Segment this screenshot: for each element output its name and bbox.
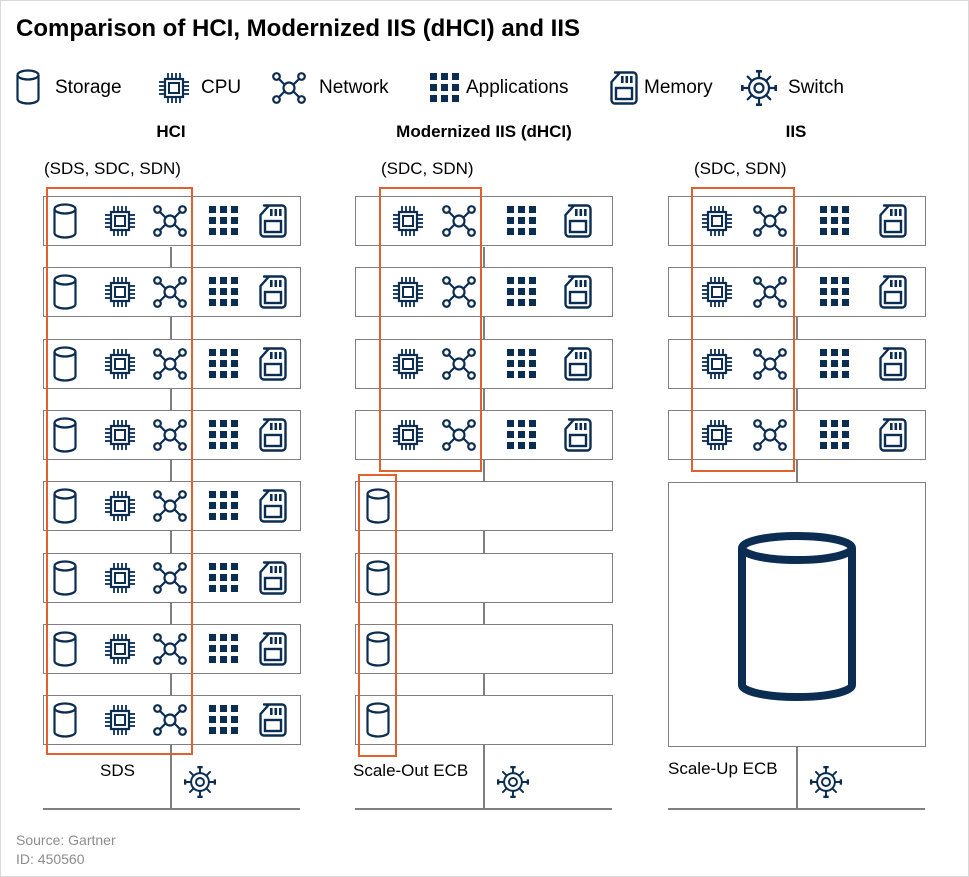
memory-icon [259, 561, 287, 595]
iis-base-line [668, 808, 925, 810]
memory-icon [564, 418, 592, 452]
source-note: Source: Gartner [16, 832, 116, 848]
memory-icon [259, 275, 287, 309]
legend-label-cpu: CPU [201, 77, 242, 98]
applications-icon [208, 633, 240, 665]
legend-label-memory: Memory [644, 77, 713, 98]
storage-icon [16, 69, 40, 105]
dhci-storage-highlight-box [358, 474, 397, 757]
storage-icon [737, 533, 857, 703]
applications-icon [208, 205, 240, 237]
network-icon [272, 72, 306, 104]
id-note: ID: 450560 [16, 851, 85, 867]
memory-icon [564, 275, 592, 309]
dhci-base-line [355, 808, 612, 810]
cpu-icon [158, 72, 190, 104]
applications-icon [819, 205, 851, 237]
applications-icon [208, 348, 240, 380]
iis-caption: Scale-Up ECB [668, 759, 778, 778]
column-subtitle-dhci: (SDC, SDN) [381, 159, 474, 178]
applications-icon [208, 276, 240, 308]
applications-icon [506, 205, 538, 237]
legend-label-network: Network [319, 77, 389, 98]
legend-label-applications: Applications [466, 77, 569, 98]
applications-icon [208, 419, 240, 451]
column-title-iis: IIS [785, 122, 807, 141]
hci-caption: SDS [100, 761, 135, 780]
column-subtitle-iis: (SDC, SDN) [694, 159, 787, 178]
applications-icon [208, 490, 240, 522]
memory-icon [879, 275, 907, 309]
switch-icon [497, 766, 529, 798]
memory-icon [259, 347, 287, 381]
switch-icon [741, 70, 777, 106]
legend-label-switch: Switch [788, 77, 844, 98]
legend-label-storage: Storage [55, 77, 122, 98]
applications-icon [819, 348, 851, 380]
dhci-caption: Scale-Out ECB [353, 761, 469, 780]
applications-icon [506, 276, 538, 308]
memory-icon [564, 204, 592, 238]
iis-compute-highlight-box [691, 187, 795, 472]
memory-icon [259, 703, 287, 737]
memory-icon [259, 204, 287, 238]
hci-base-line [43, 808, 300, 810]
switch-icon [810, 766, 842, 798]
memory-icon [564, 347, 592, 381]
column-title-dhci: Modernized IIS (dHCI) [396, 122, 572, 141]
applications-icon [208, 562, 240, 594]
applications-icon [208, 704, 240, 736]
applications-icon [819, 419, 851, 451]
applications-icon [429, 72, 461, 104]
memory-icon [610, 71, 638, 105]
iis-storage-array [668, 482, 926, 747]
memory-icon [879, 418, 907, 452]
memory-icon [879, 347, 907, 381]
dhci-compute-highlight-box [379, 187, 482, 472]
memory-icon [259, 418, 287, 452]
memory-icon [879, 204, 907, 238]
figure-title: Comparison of HCI, Modernized IIS (dHCI) and IIS [16, 15, 581, 42]
column-subtitle-hci: (SDS, SDC, SDN) [44, 159, 181, 178]
memory-icon [259, 632, 287, 666]
hci-highlight-box [46, 187, 193, 755]
memory-icon [259, 489, 287, 523]
column-title-hci: HCI [156, 122, 186, 141]
switch-icon [184, 766, 216, 798]
applications-icon [506, 419, 538, 451]
applications-icon [819, 276, 851, 308]
applications-icon [506, 348, 538, 380]
